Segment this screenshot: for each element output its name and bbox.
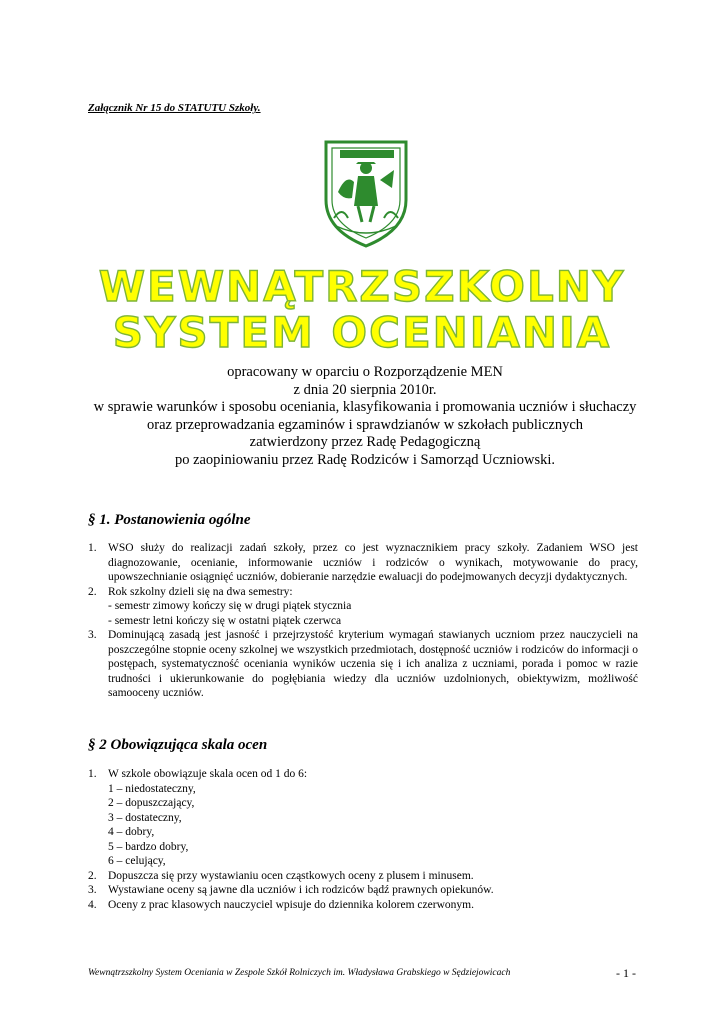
grade-item: 3 – dostateczny, bbox=[108, 811, 182, 824]
item-text: Rok szkolny dzieli się na dwa semestry: bbox=[108, 585, 293, 598]
item-body bbox=[108, 585, 638, 629]
item-number: 1. bbox=[88, 768, 97, 780]
item-text: Dopuszcza się przy wystawianiu ocen cząstkowych oceny z plusem i minusem. bbox=[108, 869, 474, 882]
grade-item: 1 – niedostateczny, bbox=[108, 782, 196, 795]
sub-item: - semestr letni kończy się w ostatni piątek czerwca bbox=[108, 614, 342, 627]
section-heading-1: § 1. Postanowienia ogólne bbox=[88, 512, 251, 528]
item-number: 3. bbox=[88, 629, 97, 641]
section2-list bbox=[88, 767, 638, 912]
item-body bbox=[108, 767, 638, 869]
item-number: 2. bbox=[88, 585, 97, 598]
subtitle-line: opracowany w oparciu o Rozporządzenie MEN bbox=[227, 364, 503, 380]
item-text: W szkole obowiązuje skala ocen od 1 do 6: bbox=[108, 768, 308, 780]
subtitle-line: w sprawie warunków i sposobu oceniania, klasyfikowania i promowania uczniów i słuchaczy bbox=[93, 399, 637, 415]
item-text: Dominującą zasadą jest jasność i przejrzystość kryterium wymagań stawianych uczniom przez nauczycieli na poszczególne stopnie oceny szkolnej we wszystkich przedmiotach, dostępność uczniów i rodziców do informacji o postępach, systematyczność oceniania wyników uczenia się i ich analiza z uczniami, porada i pomoc w razie trudności i ukierunkowanie do pogłębiania wiedzy dla uczniów uzdolnionych, obiektywizm, możliwość samooceny uczniów. bbox=[108, 629, 638, 699]
item-number: 3. bbox=[88, 884, 97, 896]
document-title-line1: WEWNĄTRZSZKOLNY bbox=[98, 262, 626, 311]
item-number: 2. bbox=[88, 869, 97, 882]
grade-item: 6 – celujący, bbox=[108, 855, 166, 867]
school-crest-logo bbox=[318, 122, 414, 250]
annex-note: Załącznik Nr 15 do STATUTU Szkoły. bbox=[88, 102, 261, 114]
item-number: 4. bbox=[88, 898, 97, 911]
section-heading-2: § 2 Obowiązująca skala ocen bbox=[88, 737, 268, 753]
list-item bbox=[88, 541, 638, 585]
page-number: - 1 - bbox=[616, 966, 636, 980]
subtitle-line: po zaopiniowaniu przez Radę Rodziców i Samorząd Uczniowski. bbox=[174, 451, 556, 468]
list-item bbox=[88, 628, 638, 701]
list-item bbox=[88, 869, 638, 884]
subtitle-block bbox=[70, 364, 660, 469]
list-item bbox=[88, 585, 638, 629]
section1-list bbox=[88, 541, 638, 701]
subtitle-line: oraz przeprowadzania egzaminów i sprawdzianów w szkołach publicznych bbox=[146, 416, 584, 433]
item-text: Wystawiane oceny są jawne dla uczniów i ich rodziców bądź prawnych opiekunów. bbox=[108, 884, 494, 896]
list-item bbox=[88, 883, 638, 898]
grade-item: 4 – dobry, bbox=[108, 826, 155, 838]
list-item bbox=[88, 898, 638, 913]
grade-item: 2 – dopuszczający, bbox=[108, 797, 195, 809]
item-text: WSO służy do realizacji zadań szkoły, przez co jest wyznacznikiem pracy szkoły. Zadaniem WSO jest diagnozowanie, ocenianie, informowanie uczniów i rodziców o wynikach, motywowanie do pracy, upowszechnianie osiągnięć uczniów, dobieranie narzędzie ewaluacji do podejmowanych decyzji dydaktycznych. bbox=[108, 542, 638, 583]
list-item bbox=[88, 767, 638, 869]
page-footer: Wewnątrzszkolny System Oceniania w Zespole Szkół Rolniczych im. Władysława Grabskiego w Sędziejowicach bbox=[88, 968, 511, 978]
grade-item: 5 – bardzo dobry, bbox=[108, 840, 189, 853]
item-text: Oceny z prac klasowych nauczyciel wpisuje do dziennika kolorem czerwonym. bbox=[108, 898, 474, 911]
document-title-line2: SYSTEM OCENIANIA bbox=[112, 308, 612, 357]
item-number: 1. bbox=[88, 542, 97, 554]
subtitle-line: zatwierdzony przez Radę Pedagogiczną bbox=[249, 434, 481, 450]
subtitle-line: z dnia 20 sierpnia 2010r. bbox=[293, 381, 437, 398]
sub-item: - semestr zimowy kończy się w drugi piątek stycznia bbox=[108, 600, 352, 612]
